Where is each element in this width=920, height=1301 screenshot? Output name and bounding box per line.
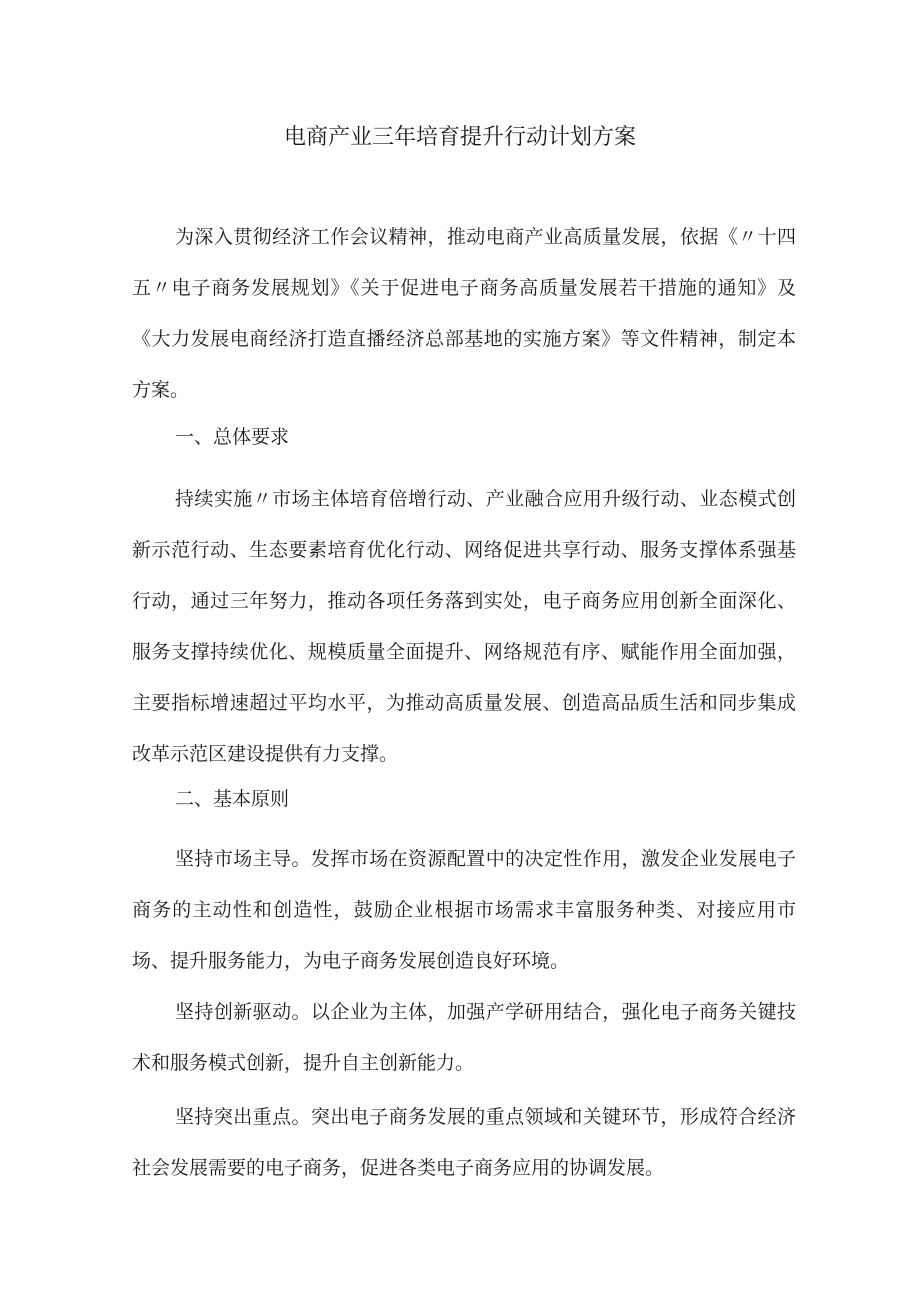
overall-requirements-paragraph: 持续实施〃市场主体培育倍增行动、产业融合应用升级行动、业态模式创新示范行动、生态要素培育优化行动、网络促进共享行动、服务支撑体系强基行动，通过三年努力，推动各项任务落到实处，电子商务应用创新全面深化、服务支撑持续优化、规模质量全面提升、网络规范有序、赋能作用全面加强，主要指标增速超过平均水平，为推动高质量发展、创造高品质生活和同步集成改革示范区建设提供有力支撑。	[132, 488, 796, 765]
principle-focus-paragraph: 坚持突出重点。突出电子商务发展的重点领域和关键环节，形成符合经济社会发展需要的电子商务，促进各类电子商务应用的协调发展。	[132, 1106, 796, 1179]
principle-market-paragraph: 坚持市场主导。发挥市场在资源配置中的决定性作用，激发企业发展电子商务的主动性和创造性，鼓励企业根据市场需求丰富服务种类、对接应用市场、提升服务能力，为电子商务发展创造良好环境。	[132, 848, 796, 972]
intro-paragraph: 为深入贯彻经济工作会议精神，推动电商产业高质量发展，依据《〃十四五〃电子商务发展规划》《关于促进电子商务高质量发展若干措施的通知》及《大力发展电商经济打造直播经济总部基地的实施方案》等文件精神，制定本方案。	[132, 226, 796, 401]
section-heading-overall-requirements: 一、总体要求	[175, 426, 290, 448]
document-title: 电商产业三年培育提升行动计划方案	[283, 125, 636, 150]
principle-innovation-paragraph: 坚持创新驱动。以企业为主体，加强产学研用结合，强化电子商务关键技术和服务模式创新，提升自主创新能力。	[132, 1001, 796, 1074]
section-heading-basic-principles: 二、基本原则	[175, 788, 290, 810]
